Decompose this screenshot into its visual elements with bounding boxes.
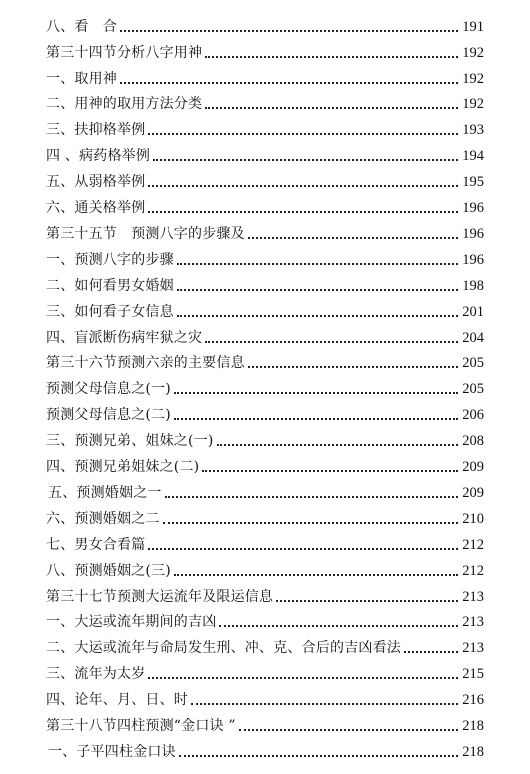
- toc-entry: [46, 683, 484, 709]
- toc-entry-title: 预测父母信息之(一): [46, 381, 171, 397]
- toc-entry-page: 210: [462, 511, 484, 527]
- dot-leader: [248, 237, 458, 239]
- toc-entry: [46, 217, 484, 243]
- toc-entry-title: 七、男女合看篇: [46, 537, 146, 553]
- toc-entry: [48, 476, 484, 502]
- dot-leader: [148, 185, 458, 187]
- toc-entry: [46, 346, 484, 372]
- dot-leader: [174, 418, 458, 420]
- toc-entry-title: 四 、病药格举例: [46, 148, 151, 164]
- toc-entry: [46, 87, 484, 113]
- toc-entry-title: 二、如何看男女婚姻: [46, 278, 174, 294]
- toc-entry-title: 五、预测婚姻之一: [48, 485, 162, 501]
- dot-leader: [148, 677, 458, 679]
- dot-leader: [120, 82, 458, 84]
- toc-entry-title: 三、流年为太岁: [46, 666, 146, 682]
- toc-entry-title: 预测父母信息之(二): [46, 407, 171, 423]
- toc-entry-page: 206: [462, 407, 484, 423]
- toc-entry: [46, 631, 484, 657]
- toc-entry: [46, 62, 484, 88]
- toc-entry: [46, 269, 484, 295]
- toc-entry: [46, 321, 484, 347]
- toc-entry: [46, 502, 484, 528]
- dot-leader: [177, 263, 458, 265]
- toc-entry-title: 第三十八节四柱预测“金口诀 ”: [46, 718, 236, 734]
- toc-entry-title: 三、扶抑格举例: [46, 122, 146, 138]
- toc-entry: [46, 657, 484, 683]
- toc-entry-page: 215: [462, 666, 484, 682]
- toc-entry-page: 218: [462, 718, 484, 734]
- toc-entry-page: 194: [462, 148, 484, 164]
- toc-entry-page: 192: [462, 96, 484, 112]
- toc-entry: [46, 295, 484, 321]
- toc-entry-page: 212: [462, 563, 484, 579]
- toc-entry: [46, 113, 484, 139]
- dot-leader: [148, 211, 458, 213]
- toc-entry-title: 一、子平四柱金口诀: [48, 744, 176, 760]
- toc-entry: [46, 165, 484, 191]
- toc-entry-page: 205: [462, 355, 484, 371]
- toc-entry-page: 201: [462, 304, 484, 320]
- dot-leader: [205, 56, 458, 58]
- toc-entry: [46, 243, 484, 269]
- toc-entry-title: 三、如何看子女信息: [46, 304, 174, 320]
- dot-leader: [276, 600, 458, 602]
- toc-entry-page: 209: [462, 485, 484, 501]
- toc-entry-page: 196: [462, 200, 484, 216]
- toc-entry: [46, 372, 484, 398]
- toc-entry-page: 213: [462, 589, 484, 605]
- toc-entry-title: 一、取用神: [46, 71, 117, 87]
- toc-entry-page: 192: [462, 45, 484, 61]
- dot-leader: [179, 755, 458, 757]
- toc-entry-page: 193: [462, 122, 484, 138]
- toc-entry-title: 一、预测八字的步骤: [46, 252, 174, 268]
- toc-entry-page: 213: [462, 640, 484, 656]
- toc-entry: [46, 709, 484, 735]
- dot-leader: [219, 625, 458, 627]
- toc-entry: [46, 191, 484, 217]
- toc-entry-title: 三、预测兄弟、姐妹之(一): [46, 433, 214, 449]
- toc-entry-page: 212: [462, 537, 484, 553]
- toc-entry-page: 209: [462, 459, 484, 475]
- dot-leader: [239, 729, 458, 731]
- dot-leader: [177, 289, 458, 291]
- toc-entry-page: 213: [462, 614, 484, 630]
- toc-entry-page: 198: [462, 278, 484, 294]
- toc-entry-title: 第三十七节预测大运流年及限运信息: [46, 589, 274, 605]
- dot-leader: [120, 30, 458, 32]
- toc-entry-page: 191: [462, 19, 484, 35]
- toc-entry-page: 196: [462, 226, 484, 242]
- dot-leader: [148, 133, 458, 135]
- toc-entry-title: 八、看 合: [46, 19, 117, 35]
- toc-entry-title: 五、从弱格举例: [46, 174, 146, 190]
- toc-entry-title: 六、通关格举例: [46, 200, 146, 216]
- toc-entry: [46, 139, 484, 165]
- dot-leader: [202, 470, 458, 472]
- toc-entry-title: 四、预测兄弟姐妹之(二): [46, 459, 200, 475]
- dot-leader: [165, 496, 459, 498]
- toc-entry-title: 一、大运或流年期间的吉凶: [46, 614, 217, 630]
- toc-entry: [46, 398, 484, 424]
- toc-entry-page: 195: [462, 174, 484, 190]
- toc-entry-page: 196: [462, 252, 484, 268]
- toc-entry: [46, 36, 484, 62]
- toc-entry-title: 八、预测婚姻之(三): [46, 563, 171, 579]
- dot-leader: [248, 366, 458, 368]
- toc-entry-title: 四、论年、月、日、时: [46, 692, 188, 708]
- toc-entry-page: 192: [462, 71, 484, 87]
- toc-entry-page: 218: [462, 744, 484, 760]
- dot-leader: [153, 159, 458, 161]
- toc-entry-title: 四、盲派断伤病牢狱之灾: [46, 330, 203, 346]
- toc-entry-page: 216: [462, 692, 484, 708]
- dot-leader: [163, 522, 459, 524]
- dot-leader: [148, 548, 458, 550]
- toc-entry-title: 第三十四节分析八字用神: [46, 45, 203, 61]
- toc-entry: [46, 424, 484, 450]
- toc-entry-page: 204: [462, 330, 484, 346]
- toc-entry-title: 第三十六节预测六亲的主要信息: [46, 355, 245, 371]
- dot-leader: [174, 392, 458, 394]
- dot-leader: [217, 444, 459, 446]
- dot-leader: [205, 341, 458, 343]
- toc-entry-title: 二、用神的取用方法分类: [46, 96, 203, 112]
- toc-entry: [46, 554, 484, 580]
- toc-entry: [46, 450, 484, 476]
- toc-entry-page: 208: [462, 433, 484, 449]
- toc-entry: [46, 580, 484, 606]
- toc-entry: [46, 10, 484, 36]
- toc-entry: [46, 528, 484, 554]
- toc-entry: [48, 735, 484, 761]
- dot-leader: [177, 315, 458, 317]
- toc-entry: [46, 605, 484, 631]
- toc-entry-title: 六、预测婚姻之二: [46, 511, 160, 527]
- dot-leader: [191, 703, 458, 705]
- toc-entry-page: 205: [462, 381, 484, 397]
- dot-leader: [404, 651, 458, 653]
- toc-entry-title: 第三十五节 预测八字的步骤及: [46, 226, 245, 242]
- dot-leader: [205, 107, 458, 109]
- dot-leader: [174, 574, 458, 576]
- toc-entry-title: 二、大运或流年与命局发生刑、冲、克、合后的吉凶看法: [46, 640, 401, 656]
